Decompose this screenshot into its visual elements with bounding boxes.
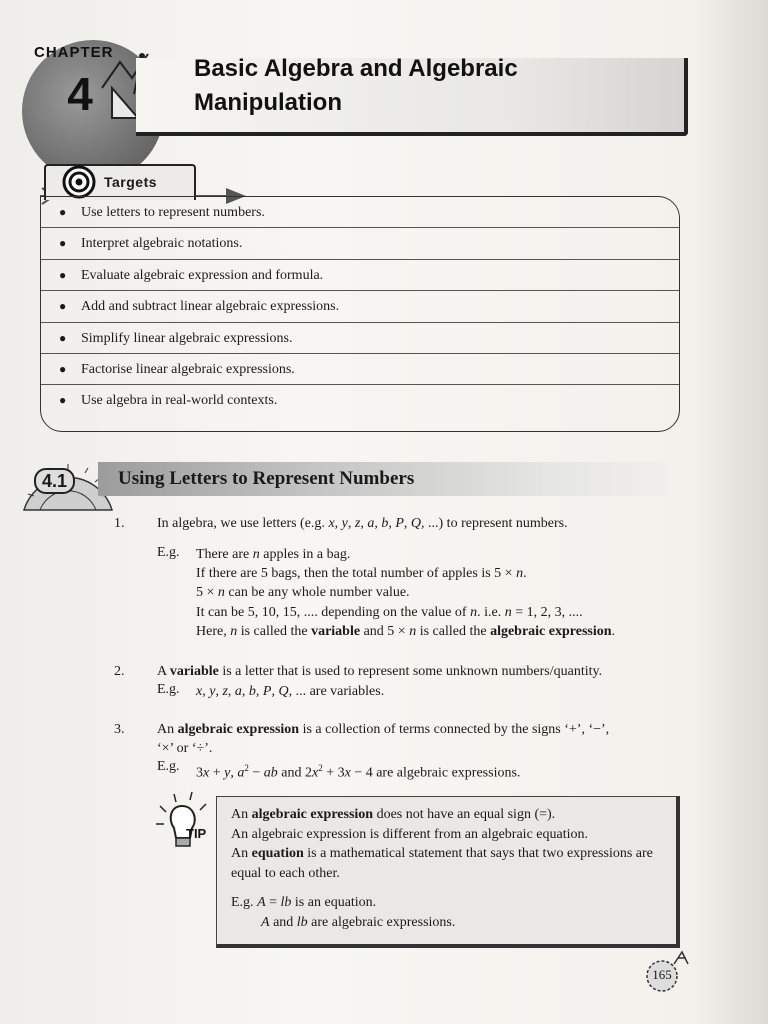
item-2-text: A variable is a letter that is used to represent some unknown numbers/quantity. bbox=[157, 664, 603, 679]
target-text: Interpret algebraic notations. bbox=[81, 236, 243, 252]
bullet-icon: ● bbox=[59, 299, 67, 314]
bullet-icon: ● bbox=[59, 330, 67, 345]
chapter-number: 4 bbox=[67, 68, 93, 120]
example-label: E.g. bbox=[157, 682, 180, 697]
chapter-title-line2: Manipulation bbox=[194, 89, 342, 116]
item-1-text: In algebra, we use letters (e.g. x, y, z, a, b, P, Q, ...) to represent numbers. bbox=[157, 516, 568, 531]
target-icon bbox=[62, 165, 96, 199]
tip-text: An algebraic expression does not have an equal sign (=). bbox=[231, 807, 556, 822]
item-3-example: 3x + y, $a^2$ − ab and $2x^2 + 3x - 4$ are algebraic expressions. bbox=[196, 763, 521, 781]
item-number: 1. bbox=[114, 516, 125, 531]
tip-text: An algebraic expression is different from an algebraic equation. bbox=[231, 826, 588, 842]
targets-label: Targets bbox=[104, 174, 158, 190]
item-number: 2. bbox=[114, 664, 125, 679]
example-label: E.g. bbox=[157, 545, 180, 560]
bullet-icon: ● bbox=[59, 267, 67, 282]
target-text: Use letters to represent numbers. bbox=[81, 205, 265, 220]
target-item bbox=[41, 260, 679, 291]
lightbulb-icon bbox=[152, 790, 218, 856]
bullet-icon: ● bbox=[59, 361, 67, 376]
targets-list bbox=[41, 197, 679, 417]
section-title: Using Letters to Represent Numbers bbox=[118, 468, 415, 489]
target-item bbox=[41, 228, 679, 259]
chapter-title bbox=[194, 52, 674, 120]
item-number: 3. bbox=[114, 722, 125, 737]
chapter-label: CHAPTER bbox=[34, 44, 114, 61]
tip-example: E.g. A = lb is an equation. bbox=[231, 895, 377, 910]
item-3-text: An algebraic expression is a collection of terms connected by the signs ‘+’, ‘−’, ‘×’ or ‘÷’. bbox=[157, 722, 610, 756]
tip-example: A and lb are algebraic expressions. bbox=[261, 914, 456, 930]
targets-box bbox=[40, 196, 680, 432]
target-text: Evaluate algebraic expression and formula. bbox=[81, 267, 324, 283]
tip-box bbox=[216, 796, 680, 948]
example-label: E.g. bbox=[157, 759, 180, 774]
target-item bbox=[41, 291, 679, 322]
bullet-icon: ● bbox=[59, 236, 67, 251]
target-item bbox=[41, 385, 679, 416]
item-1-example: There are n apples in a bag. If there are 5 bags, then the total number of apples is 5 × n. 5 × n can be any whole number value. It can be 5, 10, 15, .... depending on the value of n. i.e. n = 1, 2, 3, .... Here, n is called the variable and 5 × n is called the algebraic expression. bbox=[196, 547, 616, 639]
tip-label: TIP bbox=[186, 826, 207, 841]
item-2-example: x, y, z, a, b, P, Q, ... are variables. bbox=[196, 684, 385, 699]
target-text: Simplify linear algebraic expressions. bbox=[81, 330, 293, 346]
bullet-icon: ● bbox=[59, 205, 67, 219]
target-item bbox=[41, 354, 679, 385]
target-text: Factorise linear algebraic expressions. bbox=[81, 361, 295, 377]
target-item bbox=[41, 323, 679, 354]
bullet-icon: ● bbox=[59, 393, 67, 408]
tip-text: An equation is a mathematical statement that says that two expressions are equal to each other. bbox=[231, 846, 653, 881]
target-text: Add and subtract linear algebraic expressions. bbox=[81, 299, 340, 315]
target-text: Use algebra in real-world contexts. bbox=[81, 393, 278, 409]
page-number: 165 bbox=[652, 967, 672, 982]
section-number: 4.1 bbox=[34, 468, 75, 494]
chapter-title-line1: Basic Algebra and Algebraic bbox=[194, 55, 518, 82]
target-item bbox=[41, 197, 679, 228]
